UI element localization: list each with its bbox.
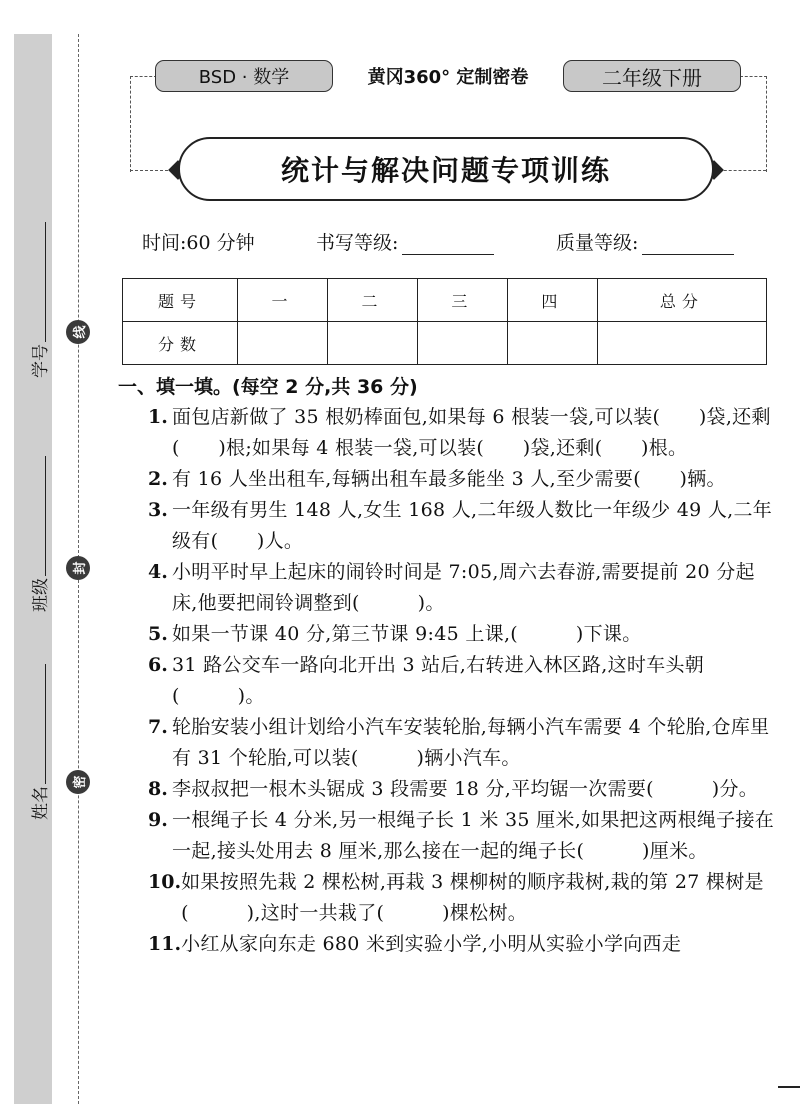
writing-grade-label: 书写等级: <box>316 232 399 254</box>
question-item <box>148 619 778 650</box>
score-header-cell: 总分 <box>597 279 766 322</box>
page-corner-mark <box>778 1086 800 1088</box>
question-text: 李叔叔把一根木头锯成 3 段需要 18 分,平均锯一次需要( )分。 <box>172 778 759 800</box>
question-item <box>148 650 778 712</box>
score-row-label: 分数 <box>123 322 238 365</box>
question-number: 1. <box>148 406 168 428</box>
question-text: 31 路公交车一路向北开出 3 站后,右转进入林区路,这时车头朝( )。 <box>172 654 705 707</box>
question-number: 4. <box>148 561 168 583</box>
seal-line-badge: 线 <box>66 320 90 344</box>
score-header-cell: 二 <box>327 279 417 322</box>
question-item <box>148 867 778 929</box>
score-header-cell: 三 <box>417 279 507 322</box>
grade-badge: 二年级下册 <box>563 60 741 92</box>
question-text: 小明平时早上起床的闹铃时间是 7:05,周六去春游,需要提前 20 分起床,他要把闹铃调整到( )。 <box>172 561 755 614</box>
writing-grade-blank[interactable] <box>402 234 494 255</box>
series-title: 黄冈360° 定制密卷 <box>367 67 529 88</box>
writing-grade-field[interactable] <box>316 228 494 255</box>
class-blank[interactable] <box>31 456 46 576</box>
question-number: 10. <box>148 871 182 893</box>
question-text: 一根绳子长 4 分米,另一根绳子长 1 米 35 厘米,如果把这两根绳子接在一起,接头处用去 8 厘米,那么接在一起的绳子长( )厘米。 <box>172 809 775 862</box>
question-text: 小红从家向东走 680 米到实验小学,小明从实验小学向西走 <box>181 933 682 955</box>
question-item <box>148 557 778 619</box>
question-number: 9. <box>148 809 168 831</box>
score-header-cell: 题号 <box>123 279 238 322</box>
question-item <box>148 402 778 464</box>
score-header-cell: 四 <box>507 279 597 322</box>
question-number: 7. <box>148 716 168 738</box>
time-info: 时间:60 分钟 <box>142 232 255 254</box>
student-id-label: 学号 <box>31 344 51 378</box>
score-table-value-row <box>123 322 767 365</box>
score-cell[interactable] <box>597 322 766 365</box>
quality-grade-blank[interactable] <box>642 234 734 255</box>
seal-seal-badge: 封 <box>66 556 90 580</box>
question-text: 如果按照先栽 2 棵松树,再栽 3 棵柳树的顺序栽树,栽的第 27 棵树是( ),这时一共栽了( )棵松树。 <box>181 871 764 924</box>
question-item <box>148 712 778 774</box>
question-number: 3. <box>148 499 168 521</box>
class-field[interactable] <box>26 456 51 612</box>
question-text: 有 16 人坐出租车,每辆出租车最多能坐 3 人,至少需要( )辆。 <box>172 468 726 490</box>
question-list <box>148 402 778 960</box>
score-cell[interactable] <box>507 322 597 365</box>
score-table <box>122 278 767 365</box>
score-header-cell: 一 <box>238 279 328 322</box>
score-cell[interactable] <box>417 322 507 365</box>
student-id-blank[interactable] <box>31 222 46 342</box>
question-number: 2. <box>148 468 168 490</box>
question-number: 6. <box>148 654 168 676</box>
question-text: 面包店新做了 35 根奶棒面包,如果每 6 根装一袋,可以装( )袋,还剩( )根;如果每 4 根装一袋,可以装( )袋,还剩( )根。 <box>172 406 771 459</box>
section-title: 一、填一填。(每空 2 分,共 36 分) <box>118 376 418 398</box>
score-table-header-row <box>123 279 767 322</box>
question-item <box>148 929 778 960</box>
question-number: 11. <box>148 933 182 955</box>
student-id-field[interactable] <box>26 222 51 378</box>
quality-grade-field[interactable] <box>556 228 734 255</box>
question-number: 8. <box>148 778 168 800</box>
subject-badge: BSD · 数学 <box>155 60 333 92</box>
question-item <box>148 774 778 805</box>
question-text: 一年级有男生 148 人,女生 168 人,二年级人数比一年级少 49 人,二年级有( )人。 <box>172 499 773 552</box>
question-number: 5. <box>148 623 168 645</box>
question-item <box>148 464 778 495</box>
header-frame-right <box>740 76 767 172</box>
score-cell[interactable] <box>327 322 417 365</box>
class-label: 班级 <box>31 578 51 612</box>
header-frame-left <box>130 76 157 172</box>
name-blank[interactable] <box>31 664 46 784</box>
seal-secret-badge: 密 <box>66 770 90 794</box>
page-title: 统计与解决问题专项训练 <box>178 137 714 201</box>
score-cell[interactable] <box>238 322 328 365</box>
question-text: 轮胎安装小组计划给小汽车安装轮胎,每辆小汽车需要 4 个轮胎,仓库里有 31 个轮胎,可以装( )辆小汽车。 <box>172 716 770 769</box>
name-field[interactable] <box>26 664 51 820</box>
question-item <box>148 805 778 867</box>
name-label: 姓名 <box>31 786 51 820</box>
question-item <box>148 495 778 557</box>
quality-grade-label: 质量等级: <box>556 232 639 254</box>
question-text: 如果一节课 40 分,第三节课 9:45 上课,( )下课。 <box>172 623 642 645</box>
